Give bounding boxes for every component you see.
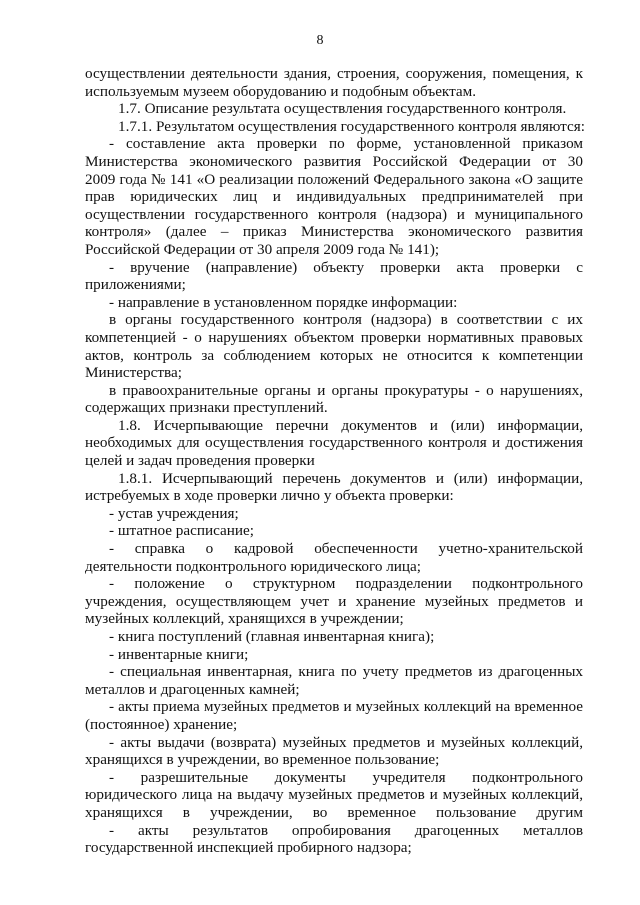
text-line: Министерства экономического развития Российской Федерации от 30: [85, 152, 583, 170]
text-line: приложениями;: [85, 276, 186, 294]
text-line: необходимых для осуществления государственного контроля и достижения: [85, 434, 583, 452]
text-line: - положение о структурном подразделении подконтрольного: [109, 575, 583, 593]
text-line: используемым музеем оборудованию и подобным объектам.: [85, 82, 477, 100]
text-line: музейных коллекций, хранящихся в учреждении;: [85, 610, 404, 628]
text-line: осуществлении государственного контроля (надзора) и муниципального: [85, 205, 583, 223]
text-line: 2009 года № 141 «О реализации положений Федерального закона «О защите: [85, 170, 583, 188]
text-line: - справка о кадровой обеспеченности учетно-хранительской: [109, 540, 583, 558]
text-line: истребуемых в ходе проверки лично у объекта проверки:: [85, 487, 454, 505]
text-line: 1.7.1. Результатом осуществления государственного контроля являются:: [118, 117, 585, 135]
text-line: компетенцией - о нарушениях объектом проверки нормативных правовых: [85, 328, 583, 346]
text-line: контроля» (далее – приказ Министерства экономического развития: [85, 223, 583, 241]
text-line: - штатное расписание;: [109, 522, 255, 540]
text-line: - акты выдачи (возврата) музейных предметов и музейных коллекций,: [109, 733, 583, 751]
text-line: - вручение (направление) объекту проверки акта проверки с: [109, 258, 583, 276]
text-line: - инвентарные книги;: [109, 645, 249, 663]
text-line: в правоохранительные органы и органы прокуратуры - о нарушениях,: [109, 381, 583, 399]
text-line: учреждения, осуществляющем учет и хранение музейных предметов и: [85, 592, 583, 610]
text-line: - акты результатов опробирования драгоценных металлов: [109, 821, 583, 839]
text-line: актов, контроль за соблюдением которых не относится к компетенции: [85, 346, 583, 364]
document-body: [85, 65, 583, 857]
text-line: (постоянное) хранение;: [85, 715, 238, 733]
text-line: осуществлении деятельности здания, строения, сооружения, помещения, к: [85, 65, 583, 82]
text-line: Министерства;: [85, 364, 182, 382]
text-line: - специальная инвентарная, книга по учету предметов из драгоценных: [109, 663, 583, 681]
text-line: - разрешительные документы учредителя подконтрольного: [109, 768, 583, 786]
text-line: Российской Федерации от 30 апреля 2009 года № 141);: [85, 240, 440, 258]
text-line: 1.7. Описание результата осуществления государственного контроля.: [118, 100, 567, 118]
text-line: хранящихся в учреждении, во временное пользование;: [85, 751, 440, 769]
text-line: целей и задач проведения проверки: [85, 452, 315, 470]
page-number: 8: [316, 33, 324, 48]
text-line: прав юридических лиц и индивидуальных предпринимателей при: [85, 188, 583, 206]
text-line: 1.8.1. Исчерпывающий перечень документов и (или) информации,: [118, 469, 583, 487]
text-line: металлов и драгоценных камней;: [85, 680, 300, 698]
text-line: хранящихся в учреждении, во временное пользование другим: [85, 803, 583, 821]
text-line: - устав учреждения;: [109, 504, 239, 522]
text-line: содержащих признаки преступлений.: [85, 399, 328, 417]
text-line: государственной инспекцией пробирного надзора;: [85, 839, 412, 857]
text-line: - направление в установленном порядке информации:: [109, 293, 458, 311]
text-line: 1.8. Исчерпывающие перечни документов и (или) информации,: [118, 416, 583, 434]
text-line: деятельности подконтрольного юридического лица;: [85, 557, 422, 575]
text-line: юридического лица на выдачу музейных предметов и музейных коллекций,: [85, 786, 583, 804]
text-line: - акты приема музейных предметов и музейных коллекций на временное: [109, 698, 583, 716]
text-line: - составление акта проверки по форме, установленной приказом: [109, 135, 583, 153]
text-line: в органы государственного контроля (надзора) в соответствии с их: [109, 311, 583, 329]
text-line: - книга поступлений (главная инвентарная книга);: [109, 628, 435, 645]
